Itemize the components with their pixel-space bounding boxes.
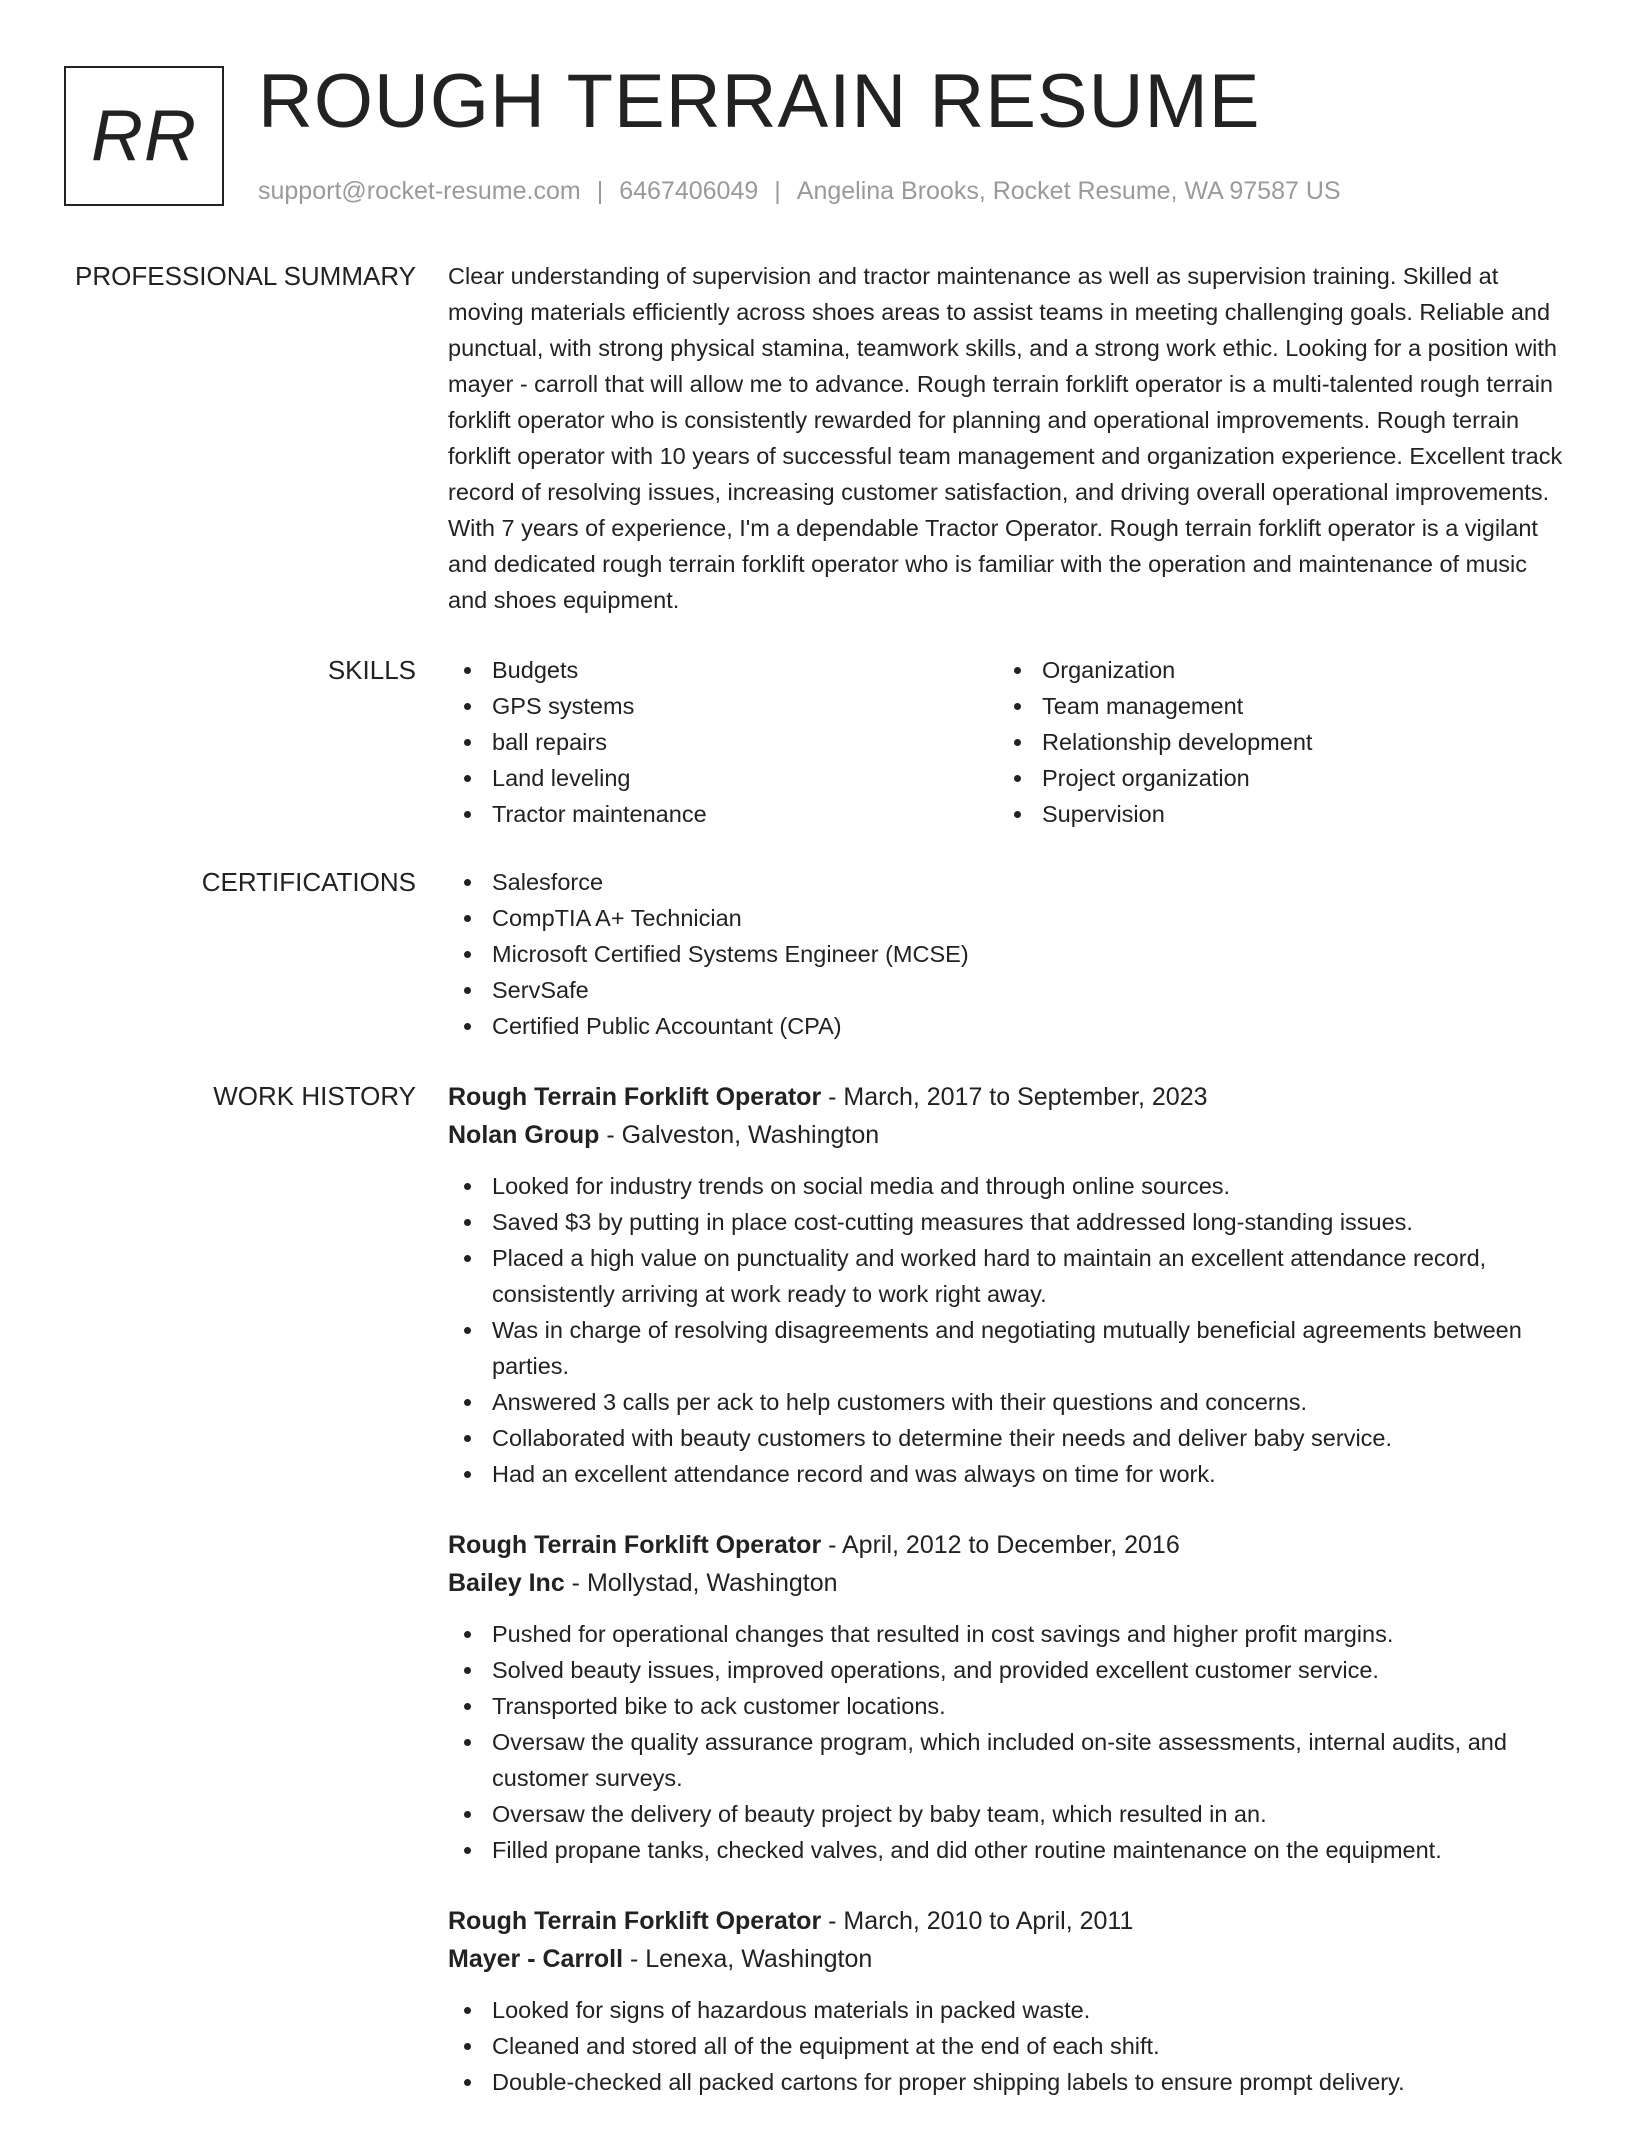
skill-item: Relationship development [998,724,1548,760]
job-title: Rough Terrain Forklift Operator [448,1907,822,1935]
job-bullets [448,1168,1568,1492]
job-company-line [448,1564,1568,1602]
job-entry [448,1902,1568,2100]
job-location: - Lenexa, Washington [623,1945,873,1973]
job-company: Bailey Inc [448,1569,565,1597]
separator: | [596,177,604,205]
job-dates: - March, 2010 to April, 2011 [821,1907,1134,1935]
certification-item: Salesforce [448,864,1568,900]
section-label-summary: PROFESSIONAL SUMMARY [75,261,416,291]
skills-list-right [998,652,1548,832]
skill-item: ball repairs [448,724,998,760]
job-bullet: Saved $3 by putting in place cost-cutting measures that addressed long-standing issues. [448,1204,1568,1240]
job-location: - Galveston, Washington [599,1121,880,1149]
job-bullet: Oversaw the delivery of beauty project by baby team, which resulted in an. [448,1796,1568,1832]
section-label-skills: SKILLS [327,655,416,685]
skill-item: Budgets [448,652,998,688]
certification-item: CompTIA A+ Technician [448,900,1568,936]
job-company: Mayer - Carroll [448,1945,624,1973]
job-bullet: Looked for signs of hazardous materials in packed waste. [448,1992,1568,2028]
skills-list-left [448,652,998,832]
job-bullet: Filled propane tanks, checked valves, and did other routine maintenance on the equipment. [448,1832,1568,1868]
skill-item: Organization [998,652,1548,688]
job-entry [448,1526,1568,1868]
job-company-line [448,1116,1568,1154]
section-label-certifications: CERTIFICATIONS [201,867,416,897]
summary-text: Clear understanding of supervision and tractor maintenance as well as supervision training. Skilled at moving materials efficiently across shoes areas to assist teams in meeting challenging goals. Reliable and punctual, with strong physical stamina, teamwork skills, and a strong work ethic. Looking for a position with mayer - carroll that will allow me to advance. Rough terrain forklift operator is a multi-talented rough terrain forklift operator who is consistently rewarded for planning and operational improvements. Rough terrain forklift operator with 10 years of successful team management and organization experience. Excellent track record of resolving issues, increasing customer satisfaction, and driving overall operational improvements. With 7 years of experience, I'm a dependable Tractor Operator. Rough terrain forklift operator is a vigilant and dedicated rough terrain forklift operator who is familiar with the operation and maintenance of music and shoes equipment. [448,263,1563,613]
resume-title: ROUGH TERRAIN RESUME [258,59,1261,144]
job-bullet: Solved beauty issues, improved operations, and provided excellent customer service. [448,1652,1568,1688]
monogram-logo: RR [64,66,224,206]
job-title: Rough Terrain Forklift Operator [448,1083,822,1111]
contact-phone[interactable]: 6467406049 [619,177,759,205]
job-bullet: Placed a high value on punctuality and worked hard to maintain an excellent attendance record, consistently arriving at work ready to work right away. [448,1240,1568,1312]
section-label-work-history: WORK HISTORY [213,1081,416,1111]
job-bullet: Double-checked all packed cartons for proper shipping labels to ensure prompt delivery. [448,2064,1568,2100]
job-title-line [448,1078,1568,1116]
job-company-line [448,1940,1568,1978]
job-bullet: Had an excellent attendance record and was always on time for work. [448,1456,1568,1492]
job-company: Nolan Group [448,1121,600,1149]
job-entry [448,1078,1568,1492]
job-bullet: Pushed for operational changes that resulted in cost savings and higher profit margins. [448,1616,1568,1652]
skill-item: Team management [998,688,1548,724]
certifications-list [448,864,1568,1044]
skill-item: Land leveling [448,760,998,796]
job-title: Rough Terrain Forklift Operator [448,1531,822,1559]
certification-item: ServSafe [448,972,1568,1008]
contact-address: Angelina Brooks, Rocket Resume, WA 97587 US [796,177,1341,205]
job-bullet: Oversaw the quality assurance program, which included on-site assessments, internal audits, and customer surveys. [448,1724,1568,1796]
job-title-line [448,1526,1568,1564]
job-bullets [448,1992,1568,2100]
job-bullet: Collaborated with beauty customers to determine their needs and deliver baby service. [448,1420,1568,1456]
job-bullet: Transported bike to ack customer locations. [448,1688,1568,1724]
separator: | [774,177,781,205]
certification-item: Certified Public Accountant (CPA) [448,1008,1568,1044]
job-dates: - March, 2017 to September, 2023 [821,1083,1208,1111]
skill-item: Supervision [998,796,1548,832]
job-bullet: Looked for industry trends on social media and through online sources. [448,1168,1568,1204]
skill-item: Tractor maintenance [448,796,998,832]
contact-line [258,174,1341,208]
skill-item: GPS systems [448,688,998,724]
skill-item: Project organization [998,760,1548,796]
certification-item: Microsoft Certified Systems Engineer (MCSE) [448,936,1568,972]
job-location: - Mollystad, Washington [564,1569,838,1597]
job-bullet: Answered 3 calls per ack to help customers with their questions and concerns. [448,1384,1568,1420]
job-title-line [448,1902,1568,1940]
job-bullet: Cleaned and stored all of the equipment at the end of each shift. [448,2028,1568,2064]
job-bullet: Was in charge of resolving disagreements and negotiating mutually beneficial agreements between parties. [448,1312,1568,1384]
job-bullets [448,1616,1568,1868]
contact-email[interactable]: support@rocket-resume.com [258,177,581,205]
job-dates: - April, 2012 to December, 2016 [821,1531,1180,1559]
